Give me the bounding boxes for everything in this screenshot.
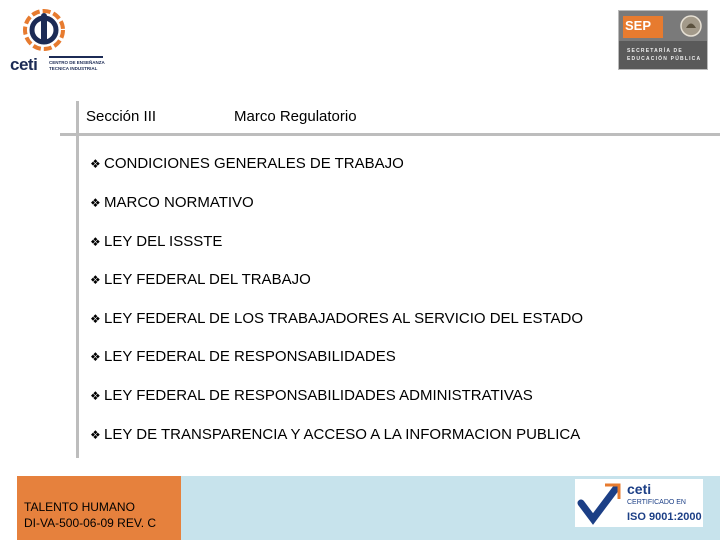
ceti-logo [8, 8, 108, 74]
list-item [90, 271, 311, 288]
ceti-wordmark: ceti [10, 55, 38, 74]
vertical-divider [76, 101, 79, 458]
ceti-subtitle-2: TECNICA INDUSTRIAL [49, 66, 98, 71]
bullet-icon: ❖ [90, 273, 101, 287]
sep-line-2: EDUCACIÓN PÚBLICA [627, 56, 702, 62]
section-label: Sección III [86, 108, 157, 125]
footer-document-code: DI-VA-500-06-09 REV. C [24, 516, 157, 530]
sep-line-1: SECRETARÍA DE [627, 48, 683, 54]
list-item [90, 233, 222, 250]
list-item-label: CONDICIONES GENERALES DE TRABAJO [104, 155, 404, 172]
list-item-label: LEY FEDERAL DEL TRABAJO [104, 271, 311, 288]
iso-certification-badge [575, 479, 703, 527]
footer-department: TALENTO HUMANO [24, 500, 135, 514]
cert-line-1: CERTIFICADO EN [627, 499, 686, 506]
sep-wordmark: SEP [625, 18, 652, 33]
cert-brand: ceti [627, 481, 652, 497]
ceti-rule [49, 56, 103, 58]
bullet-icon: ❖ [90, 350, 101, 364]
list-item-label: LEY FEDERAL DE RESPONSABILIDADES [104, 348, 396, 365]
sep-logo [618, 10, 708, 70]
horizontal-divider [60, 133, 720, 136]
list-item [90, 310, 583, 327]
bullet-icon: ❖ [90, 389, 101, 403]
list-item [90, 387, 533, 404]
bullet-icon: ❖ [90, 196, 101, 210]
list-item-label: LEY FEDERAL DE RESPONSABILIDADES ADMINISTRATIVAS [104, 387, 533, 404]
list-item [90, 348, 396, 365]
list-item-label: LEY DEL ISSSTE [104, 233, 223, 250]
list-item-label: LEY DE TRANSPARENCIA Y ACCESO A LA INFORMACION PUBLICA [104, 426, 581, 443]
list-item-label: LEY FEDERAL DE LOS TRABAJADORES AL SERVICIO DEL ESTADO [104, 310, 584, 327]
list-item [90, 155, 404, 172]
eagle-seal-icon [679, 14, 703, 38]
list-item [90, 426, 580, 443]
list-item-label: MARCO NORMATIVO [104, 194, 254, 211]
ceti-subtitle-1: CENTRO DE ENSEÑANZA [49, 60, 105, 65]
checkmark-icon [577, 481, 623, 525]
bullet-icon: ❖ [90, 312, 101, 326]
bullet-icon: ❖ [90, 235, 101, 249]
bullet-icon: ❖ [90, 157, 101, 171]
section-title: Marco Regulatorio [234, 108, 357, 125]
cert-line-2: ISO 9001:2000 [627, 511, 702, 523]
ceti-emblem-icon [22, 8, 66, 52]
bullet-icon: ❖ [90, 428, 101, 442]
list-item [90, 194, 254, 211]
